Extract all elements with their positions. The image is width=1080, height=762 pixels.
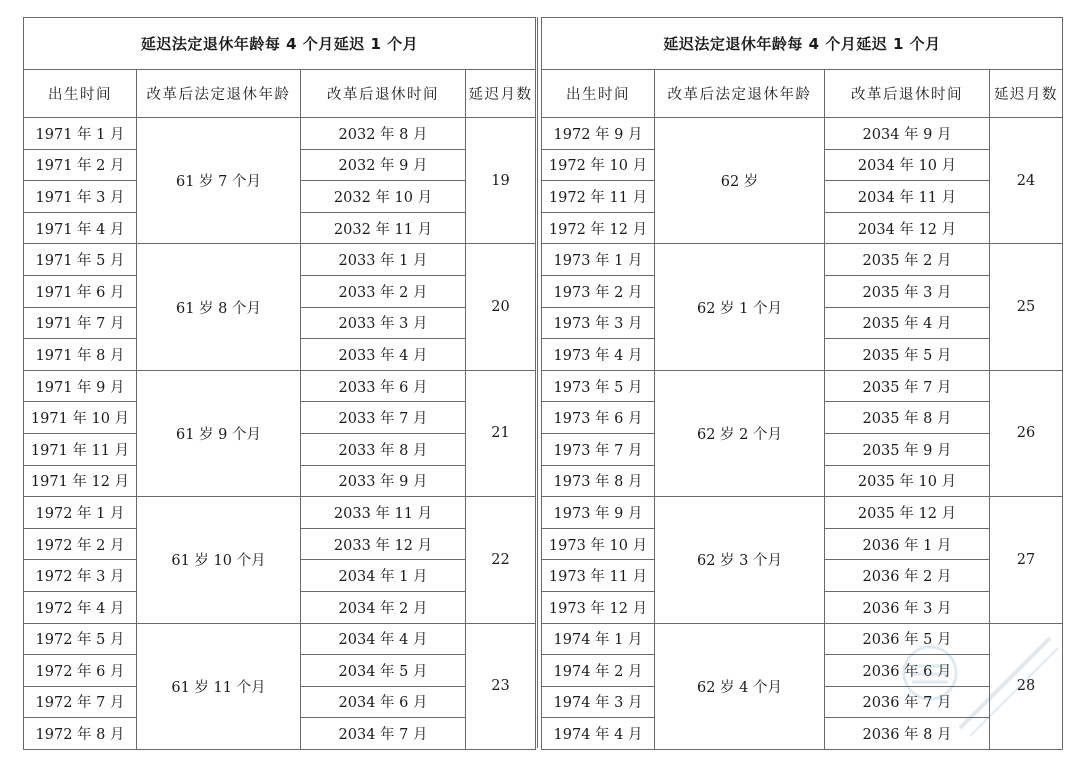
retirement-age-cell: 61 岁 8 个月 (137, 244, 301, 370)
retirement-time-cell: 2032 年 11 月 (301, 212, 466, 244)
delay-months-cell: 27 (990, 497, 1063, 623)
retirement-time-cell: 2034 年 1 月 (301, 560, 466, 592)
table-row (542, 370, 1063, 402)
delay-months-cell: 19 (466, 118, 536, 244)
retirement-time-cell: 2035 年 8 月 (825, 402, 990, 434)
retirement-age-cell: 62 岁 3 个月 (655, 497, 825, 623)
birth-time-cell: 1974 年 2 月 (542, 655, 655, 687)
retirement-time-cell: 2036 年 1 月 (825, 528, 990, 560)
birth-time-cell: 1972 年 12 月 (542, 212, 655, 244)
retirement-time-cell: 2036 年 7 月 (825, 686, 990, 718)
table-row (24, 623, 536, 655)
table-title: 延迟法定退休年龄每 4 个月延迟 1 个月 (542, 18, 1063, 70)
birth-time-cell: 1974 年 4 月 (542, 718, 655, 750)
birth-time-cell: 1973 年 3 月 (542, 307, 655, 339)
table-row (24, 244, 536, 276)
retirement-time-cell: 2033 年 6 月 (301, 370, 466, 402)
birth-time-cell: 1972 年 10 月 (542, 149, 655, 181)
retirement-age-cell: 62 岁 2 个月 (655, 370, 825, 496)
retirement-time-cell: 2033 年 9 月 (301, 465, 466, 497)
retirement-time-cell: 2034 年 9 月 (825, 118, 990, 150)
header-retirement-age: 改革后法定退休年龄 (137, 70, 301, 118)
retirement-time-cell: 2034 年 11 月 (825, 181, 990, 213)
header-delay-months: 延迟月数 (466, 70, 536, 118)
retirement-time-cell: 2035 年 9 月 (825, 433, 990, 465)
retirement-time-cell: 2035 年 7 月 (825, 370, 990, 402)
table-row (542, 623, 1063, 655)
header-retirement-time: 改革后退休时间 (825, 70, 990, 118)
retirement-age-cell: 62 岁 (655, 118, 825, 244)
retirement-time-cell: 2035 年 4 月 (825, 307, 990, 339)
header-delay-months: 延迟月数 (990, 70, 1063, 118)
birth-time-cell: 1971 年 11 月 (24, 433, 137, 465)
retirement-time-cell: 2033 年 11 月 (301, 497, 466, 529)
header-retirement-age: 改革后法定退休年龄 (655, 70, 825, 118)
delay-months-cell: 21 (466, 370, 536, 496)
retirement-time-cell: 2034 年 2 月 (301, 591, 466, 623)
birth-time-cell: 1973 年 6 月 (542, 402, 655, 434)
retirement-time-cell: 2036 年 2 月 (825, 560, 990, 592)
retirement-age-cell: 61 岁 9 个月 (137, 370, 301, 496)
retirement-time-cell: 2034 年 10 月 (825, 149, 990, 181)
birth-time-cell: 1971 年 4 月 (24, 212, 137, 244)
delay-months-cell: 24 (990, 118, 1063, 244)
table-row (24, 497, 536, 529)
birth-time-cell: 1973 年 7 月 (542, 433, 655, 465)
table-divider (537, 17, 538, 748)
retirement-time-cell: 2032 年 10 月 (301, 181, 466, 213)
retirement-time-cell: 2035 年 5 月 (825, 339, 990, 371)
birth-time-cell: 1971 年 1 月 (24, 118, 137, 150)
retirement-table-right (541, 17, 1063, 750)
birth-time-cell: 1972 年 2 月 (24, 528, 137, 560)
birth-time-cell: 1972 年 7 月 (24, 686, 137, 718)
retirement-time-cell: 2034 年 12 月 (825, 212, 990, 244)
retirement-time-cell: 2033 年 2 月 (301, 275, 466, 307)
birth-time-cell: 1971 年 5 月 (24, 244, 137, 276)
delay-months-cell: 22 (466, 497, 536, 623)
retirement-time-cell: 2032 年 8 月 (301, 118, 466, 150)
birth-time-cell: 1972 年 3 月 (24, 560, 137, 592)
birth-time-cell: 1973 年 11 月 (542, 560, 655, 592)
table-row (542, 244, 1063, 276)
birth-time-cell: 1973 年 12 月 (542, 591, 655, 623)
retirement-time-cell: 2034 年 7 月 (301, 718, 466, 750)
retirement-time-cell: 2036 年 6 月 (825, 655, 990, 687)
birth-time-cell: 1973 年 1 月 (542, 244, 655, 276)
retirement-time-cell: 2033 年 4 月 (301, 339, 466, 371)
table-body (542, 118, 1063, 750)
delay-months-cell: 28 (990, 623, 1063, 749)
birth-time-cell: 1971 年 3 月 (24, 181, 137, 213)
retirement-time-cell: 2035 年 10 月 (825, 465, 990, 497)
table-row (542, 497, 1063, 529)
retirement-time-cell: 2036 年 8 月 (825, 718, 990, 750)
delay-months-cell: 20 (466, 244, 536, 370)
birth-time-cell: 1971 年 6 月 (24, 275, 137, 307)
birth-time-cell: 1973 年 4 月 (542, 339, 655, 371)
delay-months-cell: 26 (990, 370, 1063, 496)
birth-time-cell: 1974 年 3 月 (542, 686, 655, 718)
delay-months-cell: 25 (990, 244, 1063, 370)
birth-time-cell: 1971 年 12 月 (24, 465, 137, 497)
retirement-age-cell: 62 岁 1 个月 (655, 244, 825, 370)
birth-time-cell: 1973 年 8 月 (542, 465, 655, 497)
retirement-age-cell: 61 岁 10 个月 (137, 497, 301, 623)
retirement-time-cell: 2034 年 4 月 (301, 623, 466, 655)
retirement-time-cell: 2035 年 3 月 (825, 275, 990, 307)
birth-time-cell: 1971 年 9 月 (24, 370, 137, 402)
retirement-time-cell: 2033 年 3 月 (301, 307, 466, 339)
birth-time-cell: 1972 年 6 月 (24, 655, 137, 687)
birth-time-cell: 1973 年 9 月 (542, 497, 655, 529)
retirement-age-cell: 61 岁 7 个月 (137, 118, 301, 244)
header-birth-time: 出生时间 (24, 70, 137, 118)
table-row (542, 118, 1063, 150)
retirement-time-cell: 2033 年 8 月 (301, 433, 466, 465)
header-retirement-time: 改革后退休时间 (301, 70, 466, 118)
birth-time-cell: 1971 年 10 月 (24, 402, 137, 434)
retirement-age-cell: 62 岁 4 个月 (655, 623, 825, 749)
retirement-time-cell: 2034 年 5 月 (301, 655, 466, 687)
birth-time-cell: 1972 年 1 月 (24, 497, 137, 529)
birth-time-cell: 1972 年 8 月 (24, 718, 137, 750)
retirement-time-cell: 2033 年 12 月 (301, 528, 466, 560)
table-row (24, 118, 536, 150)
birth-time-cell: 1972 年 11 月 (542, 181, 655, 213)
retirement-age-cell: 61 岁 11 个月 (137, 623, 301, 749)
birth-time-cell: 1973 年 10 月 (542, 528, 655, 560)
retirement-time-cell: 2034 年 6 月 (301, 686, 466, 718)
birth-time-cell: 1971 年 8 月 (24, 339, 137, 371)
delay-months-cell: 23 (466, 623, 536, 749)
table-title: 延迟法定退休年龄每 4 个月延迟 1 个月 (24, 18, 536, 70)
header-birth-time: 出生时间 (542, 70, 655, 118)
retirement-table-left (23, 17, 536, 750)
birth-time-cell: 1974 年 1 月 (542, 623, 655, 655)
retirement-time-cell: 2033 年 1 月 (301, 244, 466, 276)
birth-time-cell: 1973 年 2 月 (542, 275, 655, 307)
retirement-time-cell: 2035 年 2 月 (825, 244, 990, 276)
retirement-time-cell: 2033 年 7 月 (301, 402, 466, 434)
retirement-time-cell: 2036 年 5 月 (825, 623, 990, 655)
table-body (24, 118, 536, 750)
table-row (24, 370, 536, 402)
birth-time-cell: 1972 年 5 月 (24, 623, 137, 655)
birth-time-cell: 1972 年 4 月 (24, 591, 137, 623)
birth-time-cell: 1971 年 7 月 (24, 307, 137, 339)
retirement-time-cell: 2032 年 9 月 (301, 149, 466, 181)
retirement-time-cell: 2035 年 12 月 (825, 497, 990, 529)
birth-time-cell: 1972 年 9 月 (542, 118, 655, 150)
retirement-time-cell: 2036 年 3 月 (825, 591, 990, 623)
birth-time-cell: 1973 年 5 月 (542, 370, 655, 402)
birth-time-cell: 1971 年 2 月 (24, 149, 137, 181)
